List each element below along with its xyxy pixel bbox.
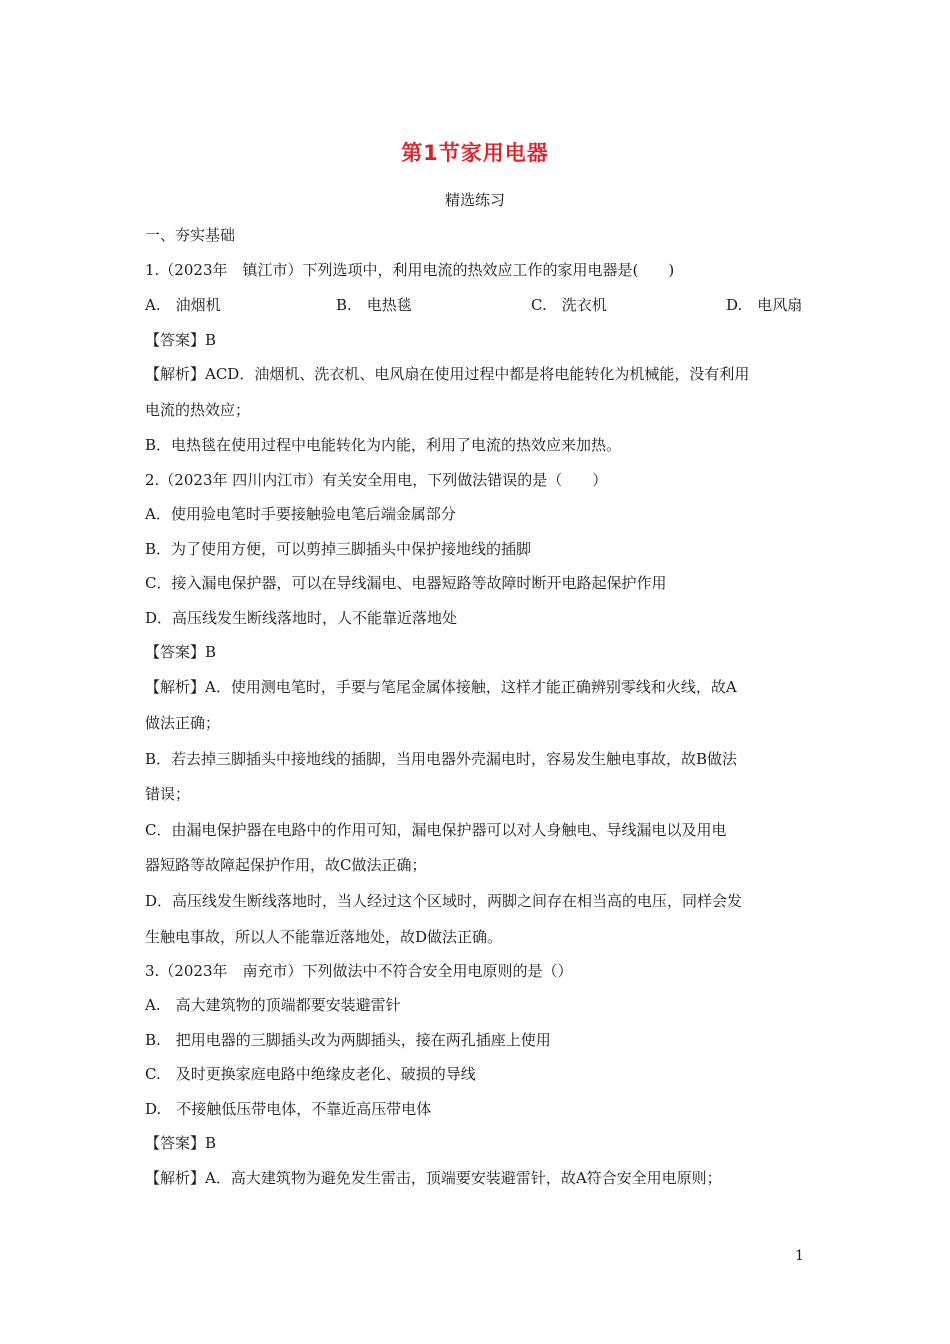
question-3-analysis-line: 【解析】A．高大建筑物为避免发生雷击，顶端要安装避雷针，故A符合安全用电原则； xyxy=(145,1169,722,1187)
question-2-analysis-line: 错误； xyxy=(145,785,191,803)
question-2-option-b: B．为了使用方便，可以剪掉三脚插头中保护接地线的插脚 xyxy=(145,540,532,558)
question-2-analysis-line: 生触电事故，所以人不能靠近落地处，故D做法正确。 xyxy=(145,928,503,946)
question-1-analysis-line: 电流的热效应； xyxy=(145,401,251,419)
question-2-analysis-line: 器短路等故障起保护作用，故C做法正确； xyxy=(145,856,427,874)
page-number: 1 xyxy=(795,1248,804,1264)
page-subtitle: 精选练习 xyxy=(444,191,505,209)
question-2-analysis-line: 【解析】A．使用测电笔时，手要与笔尾金属体接触，这样才能正确辨别零线和火线，故A xyxy=(145,678,737,696)
question-3-option-d: D. 不接触低压带电体，不靠近高压带电体 xyxy=(145,1100,432,1118)
question-1-analysis-line: 【解析】ACD．油烟机、洗衣机、电风扇在使用过程中都是将电能转化为机械能，没有利用 xyxy=(145,365,750,383)
question-2-analysis-line: 做法正确； xyxy=(145,714,221,732)
question-2-answer: 【答案】B xyxy=(145,643,217,661)
question-1-stem: 1.（2023年 镇江市）下列选项中，利用电流的热效应工作的家用电器是( ) xyxy=(145,261,675,279)
question-1-option-a: A. 油烟机 xyxy=(145,296,221,314)
question-2-option-c: C．接入漏电保护器，可以在导线漏电、电器短路等故障时断开电路起保护作用 xyxy=(145,574,667,592)
question-2-analysis-line: B．若去掉三脚插头中接地线的插脚，当用电器外壳漏电时，容易发生触电事故，故B做法 xyxy=(145,750,738,768)
question-2-option-d: D．高压线发生断线落地时，人不能靠近落地处 xyxy=(145,609,458,627)
question-1-analysis-line: B．电热毯在使用过程中电能转化为内能，利用了电流的热效应来加热。 xyxy=(145,436,622,454)
question-3-answer: 【答案】B xyxy=(145,1134,217,1152)
question-2-option-a: A．使用验电笔时手要接触验电笔后端金属部分 xyxy=(145,505,456,523)
section-heading: 一、夯实基础 xyxy=(145,226,236,244)
question-1-option-d: D. 电风扇 xyxy=(726,296,803,314)
question-2-analysis-line: C．由漏电保护器在电路中的作用可知，漏电保护器可以对人身触电、导线漏电以及用电 xyxy=(145,821,727,839)
question-3-option-b: B. 把用电器的三脚插头改为两脚插头，接在两孔插座上使用 xyxy=(145,1031,551,1049)
question-1-option-b: B. 电热毯 xyxy=(336,296,412,314)
question-3-option-a: A. 高大建筑物的顶端都要安装避雷针 xyxy=(145,996,401,1014)
question-1-option-c: C. 洗衣机 xyxy=(531,296,607,314)
question-3-option-c: C. 及时更换家庭电路中绝缘皮老化、破损的导线 xyxy=(145,1065,476,1083)
question-2-analysis-line: D．高压线发生断线落地时，当人经过这个区域时，两脚之间存在相当高的电压，同样会发 xyxy=(145,892,743,910)
question-1-answer: 【答案】B xyxy=(145,331,217,349)
question-3-stem: 3.（2023年 南充市）下列做法中不符合安全用电原则的是（） xyxy=(145,962,573,980)
question-2-stem: 2.（2023年 四川内江市）有关安全用电，下列做法错误的是（ ） xyxy=(145,471,608,489)
page-title: 第1节家用电器 xyxy=(401,141,549,165)
